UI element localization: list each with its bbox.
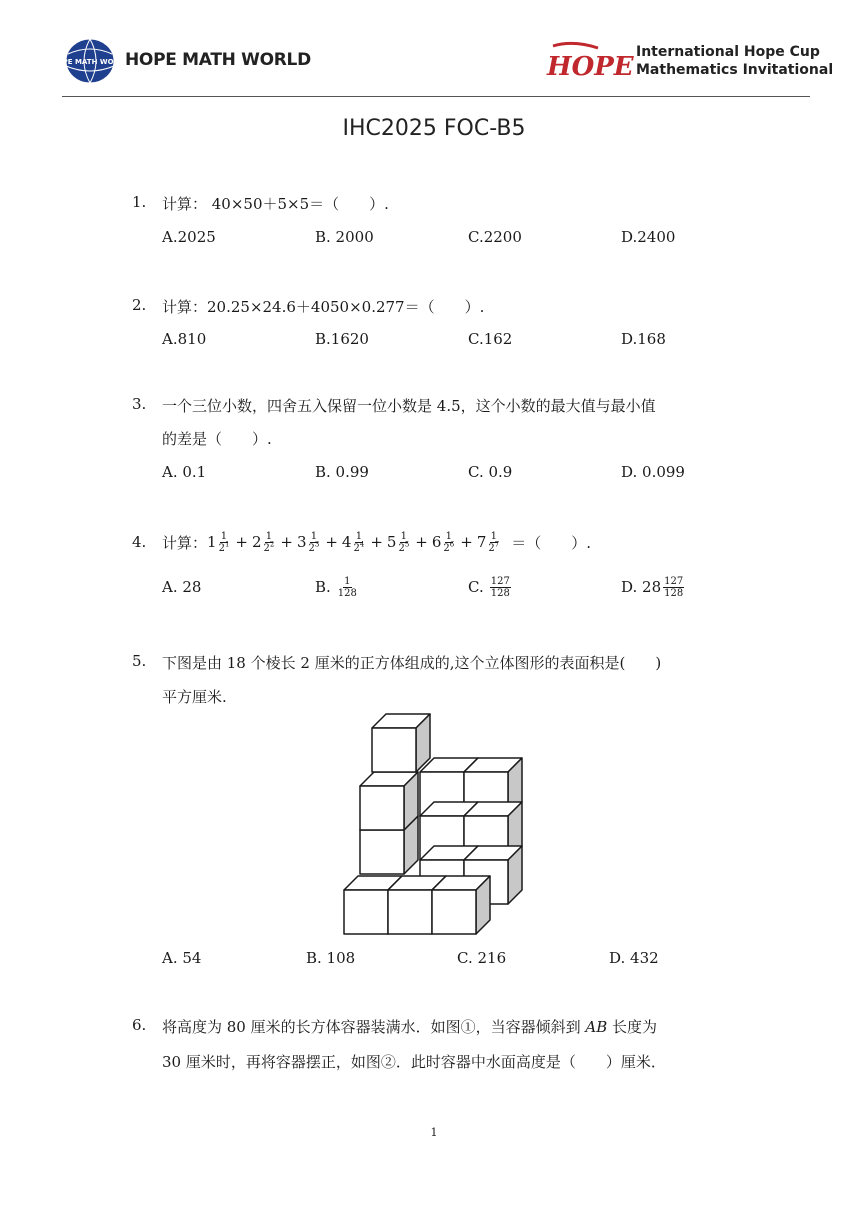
fraction-numerator: 1 bbox=[355, 530, 363, 542]
cube-front-face bbox=[360, 830, 404, 874]
svg-text:HOPE: HOPE bbox=[547, 52, 634, 82]
option-b: B. 108 bbox=[306, 949, 356, 967]
fraction-denominator: $2^7$ bbox=[488, 540, 500, 554]
fraction-numerator: 1 bbox=[220, 530, 228, 542]
mixed-number-fraction bbox=[263, 531, 276, 554]
mixed-number-fraction bbox=[442, 531, 455, 554]
plus-sign: + bbox=[415, 533, 428, 551]
option-b: B. 2000 bbox=[315, 228, 374, 246]
mixed-number-whole: 1 bbox=[207, 533, 217, 551]
option-c: C. 216 bbox=[457, 949, 507, 967]
fraction-denominator: 128 bbox=[337, 587, 357, 599]
fraction-denominator: $2^4$ bbox=[353, 540, 365, 554]
plus-sign: + bbox=[460, 533, 473, 551]
option-fraction bbox=[490, 576, 511, 599]
mixed-number-whole: 6 bbox=[431, 533, 442, 551]
option-d bbox=[621, 572, 685, 602]
mixed-number-whole: 3 bbox=[296, 533, 307, 551]
option-a: A.2025 bbox=[162, 228, 216, 246]
question-text-line2: 30 厘米时，再将容器摆正，如图②．此时容器中水面高度是（ ）厘米． bbox=[162, 1053, 666, 1071]
header-divider bbox=[62, 96, 810, 97]
question-text-line1 bbox=[162, 1016, 657, 1037]
question-text-line2: 的差是（ ）. bbox=[162, 430, 272, 448]
plus-sign: + bbox=[235, 533, 248, 551]
question-text: 计算： 40×50＋5×5＝（ ）. bbox=[162, 195, 389, 213]
fraction-denominator: 128 bbox=[490, 587, 510, 599]
fraction-denominator: $2^1$ bbox=[218, 540, 230, 554]
question-prefix: 计算： bbox=[162, 533, 208, 552]
fraction-numerator: 1 bbox=[265, 530, 273, 542]
fraction-denominator: $2^2$ bbox=[263, 540, 275, 554]
fraction-numerator: 1 bbox=[344, 575, 351, 587]
question-number: 2. bbox=[132, 296, 147, 314]
page-number: 1 bbox=[430, 1126, 438, 1139]
option-fraction bbox=[663, 576, 684, 599]
option-b bbox=[315, 572, 359, 602]
left-logo-name: HOPE MATH WORLD bbox=[125, 50, 311, 70]
option-a: A.810 bbox=[162, 330, 207, 348]
right-logo-line1: International Hope Cup bbox=[636, 44, 820, 60]
hope-wordmark-icon bbox=[543, 40, 633, 82]
option-b: B.1620 bbox=[315, 330, 369, 348]
segment-variable: AB bbox=[585, 1018, 608, 1036]
option-a: A. 0.1 bbox=[162, 463, 207, 481]
math-expression bbox=[162, 527, 591, 557]
fraction-denominator: $2^5$ bbox=[398, 540, 410, 554]
question-text-part: 长度为 bbox=[607, 1018, 658, 1036]
hope-math-world-logo bbox=[50, 36, 130, 86]
cube-front-face bbox=[388, 890, 432, 934]
question-text-line1: 一个三位小数，四舍五入保留一位小数是 4.5，这个小数的最大值与最小值 bbox=[162, 397, 656, 415]
option-label: A. 28 bbox=[162, 578, 202, 596]
option-label: D. 28 bbox=[621, 578, 662, 596]
question-text-line1: 下图是由 18 个棱长 2 厘米的正方体组成的,这个立体图形的表面积是( ) bbox=[162, 654, 662, 672]
mixed-number-fraction bbox=[352, 531, 365, 554]
mixed-number-whole: 2 bbox=[251, 533, 262, 551]
option-fraction bbox=[337, 576, 358, 599]
mixed-number-whole: 4 bbox=[341, 533, 352, 551]
option-label: C. bbox=[468, 578, 484, 596]
right-logo-line2: Mathematics Invitational bbox=[636, 62, 834, 78]
cube-front-face bbox=[372, 728, 416, 772]
option-label: B. bbox=[315, 578, 331, 596]
option-d: D.2400 bbox=[621, 228, 676, 246]
question-number: 1. bbox=[132, 193, 147, 211]
fraction-numerator: 1 bbox=[310, 530, 318, 542]
mixed-number-fraction bbox=[218, 531, 231, 554]
globe-icon bbox=[50, 36, 130, 86]
plus-sign: + bbox=[370, 533, 383, 551]
hope-cup-logo bbox=[543, 40, 633, 82]
fraction-numerator: 127 bbox=[664, 575, 684, 587]
question-text-part: 将高度为 80 厘米的长方体容器装满水．如图①，当容器倾斜到 bbox=[162, 1018, 586, 1036]
option-d: D. 0.099 bbox=[621, 463, 685, 481]
mixed-number-whole: 7 bbox=[476, 533, 487, 551]
fraction-numerator: 1 bbox=[445, 530, 453, 542]
option-c: C.162 bbox=[468, 330, 513, 348]
fraction-denominator: $2^3$ bbox=[308, 540, 320, 554]
svg-text:HOPE MATH WORLD: HOPE MATH WORLD bbox=[50, 58, 130, 66]
option-d: D. 432 bbox=[609, 949, 659, 967]
mixed-number-fraction bbox=[308, 531, 321, 554]
fraction-numerator: 1 bbox=[400, 530, 408, 542]
cube-front-face bbox=[432, 890, 476, 934]
option-c bbox=[468, 572, 512, 602]
fraction-numerator: 127 bbox=[490, 575, 510, 587]
option-b: B. 0.99 bbox=[315, 463, 369, 481]
option-c: C.2200 bbox=[468, 228, 522, 246]
option-a bbox=[162, 578, 201, 596]
page-title: IHC2025 FOC-B5 bbox=[342, 116, 526, 141]
cube-front-face bbox=[344, 890, 388, 934]
mixed-number-fraction bbox=[487, 531, 500, 554]
question-text: 计算：20.25×24.6＋4050×0.277＝（ ）. bbox=[162, 298, 485, 316]
plus-sign: + bbox=[325, 533, 338, 551]
question-number: 3. bbox=[132, 395, 147, 413]
question-suffix: ＝（ ）. bbox=[511, 533, 591, 552]
fraction-denominator: $2^6$ bbox=[443, 540, 455, 554]
cube-front-face bbox=[360, 786, 404, 830]
question-number: 4. bbox=[132, 533, 147, 551]
fraction-denominator: 128 bbox=[664, 587, 684, 599]
option-c: C. 0.9 bbox=[468, 463, 513, 481]
question-number: 5. bbox=[132, 652, 147, 670]
option-a: A. 54 bbox=[162, 949, 202, 967]
option-d: D.168 bbox=[621, 330, 666, 348]
fraction-numerator: 1 bbox=[490, 530, 497, 542]
mixed-number-whole: 5 bbox=[386, 533, 397, 551]
plus-sign: + bbox=[280, 533, 293, 551]
question-text-line2: 平方厘米. bbox=[162, 688, 227, 706]
cube-stack-figure bbox=[340, 710, 530, 942]
question-number: 6. bbox=[132, 1016, 147, 1034]
mixed-number-fraction bbox=[397, 531, 410, 554]
